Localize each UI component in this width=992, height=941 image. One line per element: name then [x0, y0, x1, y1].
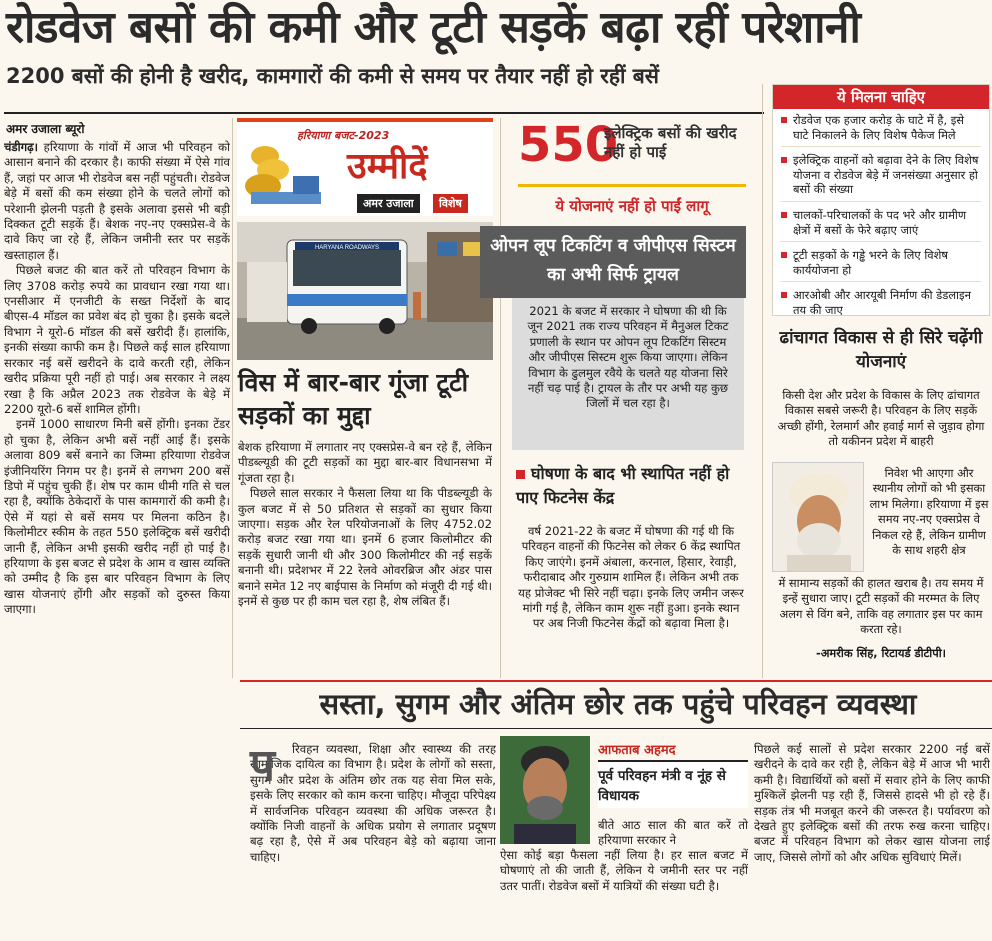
demands-header: ये मिलना चाहिए [773, 85, 989, 109]
budget-label: हरियाणा बजट-2023 [297, 129, 390, 142]
dateline: चंडीगढ़। [4, 140, 39, 154]
article-paragraph: पिछले साल सरकार ने फैसला लिया था कि पीडब्ल्यूडी के कुल बजट में से 50 प्रतिशत से सड़कों का सुधार किया जाएगा। सड़क और रेल परियोजनाओं के लिए 4752.02 करोड़ बजट रखा गया था। इनमें 6 हजार किलोमीटर की सड़कें सुधारी जानी थी और 300 किलोमीटर की नई सड़कें बनानी थी। प्रदेशभर में 22 रेलवे ओवरब्रिज और अंडर पास बनाने समेत 12 नए बाईपास के निर्माण को मंजूरी दी गई थी। इनमें से कुछ पर ही काम चल रहा है, शेष लंबित हैं। [238, 486, 492, 609]
fitness-text: वर्ष 2021-22 के बजट में घोषणा की गई थी कि परिवहन वाहनों की फिटनेस को लेकर 6 केंद्र स्थापित किए जाएंगे। इनमें अंबाला, करनाल, हिसार, रेवाड़ी, फरीदाबाद और गुरुग्राम शामिल हैं। लेकिन अभी तक यह प्रोजेक्ट भी सिरे नहीं चढ़ा। इनके लिए जमीन जरूर मांगी गई है, लेकिन काम शुरू नहीं हुआ। इनके स्थान पर अब निजी फिटनेस केंद्रों को बढ़ावा मिला है। [518, 524, 744, 631]
portrait-photo [500, 736, 590, 844]
article-paragraph: इनमें 1000 साधारण मिनी बसें होंगी। इनका टेंडर हो चुका है, लेकिन अभी बसें नहीं आई हैं। इसके अलावा 809 बसें बनाने का जिम्मा हरियाणा रोडवेज इंजीनियरिंग निगम पर है। इनमें से लगभग 200 बसें डिपो में पहुंच चुकी हैं। शेष पर काम धीमी गति से चल रहा है, क्योंकि ठेकेदारों के पास कामगारों की कमी है। ऐसे में यहां से बसें समय पर मिलना कठिन है। किलोमीटर स्कीम के तहत 550 इलेक्ट्रिक बसें खरीदी जानी हैं, लेकिन अभी इसकी खरीद नहीं हो पाई है। हरियाणा के इस बजट से प्रदेश के आम व खास व्यक्ति को उम्मीद है कि इस बार परिवहन विभाग के लिए खास योजनाएं होंगी और सड़कों को दुरुस्त किया जाएगा। [4, 417, 230, 617]
quote-attribution: -अमरीक सिंह, रिटायर्ड डीटीपी। [816, 646, 946, 660]
bullet-square-icon [516, 470, 525, 479]
opinion-column-1: रिवहन व्यवस्था, शिक्षा और स्वास्थ्य की तरह सामाजिक दायित्व का विभाग है। प्रदेश के लोगों को सस्ता, सुगम और प्रदेश के अंतिम छोर तक यह सेवा मिल सके, इसके लिए सरकार को काम करना चाहिए। मौजूदा परिपेक्ष्य में सार्वजनिक परिवहन व्यवस्था की अधिक जरूरत है। क्योंकि निजी वाहनों के अधिक प्रयोग से लगातार प्रदूषण बढ़ रहा है, ऐसे में अब परिवहन बेड़े को बढ़ाया जाना चाहिए। [250, 742, 496, 864]
fitness-headline: घोषणा के बाद भी स्थापित नहीं हो पाए फिटनेस केंद्र [516, 464, 730, 507]
opinion-column-2: ऐसा कोई बड़ा फैसला नहीं लिया है। हर साल बजट में घोषणाएं तो की जाती हैं, लेकिन ये जमीनी स्तर पर नहीं उतर पातीं। रोडवेज बसों में यात्रियों की संख्या घटी है। [500, 848, 748, 893]
article-column-1 [4, 140, 230, 940]
dhancha-text: किसी देश और प्रदेश के विकास के लिए ढांचागत विकास सबसे जरूरी है। परिवहन के लिए सड़कें अच्छी होंगी, रेलमार्ग और हवाई मार्ग से जुड़ाव होगा तो यकीनन प्रदेश में बाहरी [777, 388, 985, 449]
openloop-headline: ओपन लूप टिकटिंग व जीपीएस सिस्टम का अभी सिर्फ ट्रायल [480, 226, 746, 298]
svg-text:HARYANA ROADWAYS: HARYANA ROADWAYS [314, 245, 380, 251]
dhancha-text: में सामान्य सड़कों की हालत खराब है। तय समय में इन्हें सुधारा जाए। टूटी सड़कों की मरम्मत के लिए अलग से विंग बने, ताकि वह लगातार इस पर काम करता रहे। [778, 576, 984, 637]
brand-label: अमर उजाला [357, 194, 420, 213]
author-name: आफताब अहमद [598, 743, 676, 758]
list-item: चालकों-परिचालकों के पद भरे और ग्रामीण क्षेत्रों में बसों के फेरे बढ़ाए जाएं [781, 208, 981, 242]
list-item: आरओबी और आरयूबी निर्माण की डेडलाइन तय की जाए [781, 288, 981, 321]
drop-cap: प [250, 740, 275, 791]
bottom-headline: सस्ता, सुगम और अंतिम छोर तक पहुंचे परिवहन व्यवस्था [319, 687, 917, 721]
author-role: पूर्व परिवहन मंत्री व नूंह से विधायक [598, 768, 726, 804]
opinion-column-3: पिछले कई सालों से प्रदेश सरकार 2200 नई बसें खरीदने के दावे कर रही है, लेकिन बेड़े में आज भी भारी कमी है। विद्यार्थियों को बसों में सवार होने के लिए काफी मुश्किलें झेलनी पड़ रही हैं, जिससे हादसे भी हो रहे हैं। सड़क तंत्र भी मजबूत करने की जरूरत है। पर्यावरण को देखते हुए इलेक्ट्रिक बसों की तरफ रुख करना चाहिए। बजट में परिवहन विभाग को लेकर खास योजना लाई जाए, जिससे लोगों को और अधिक सुविधाएं मिलें। [754, 742, 990, 864]
section-divider [240, 728, 992, 729]
special-tag: विशेष [433, 194, 468, 213]
list-item: इलेक्ट्रिक वाहनों को बढ़ावा देने के लिए विशेष योजना व रोडवेज बेड़े में जनसंख्या अनुसार हो बसों की संख्या [781, 153, 981, 202]
person-portrait-icon [500, 736, 590, 844]
section-divider [240, 680, 992, 682]
vis-headline: विस में बार-बार गूंजा टूटी सड़कों का मुद्दा [238, 368, 469, 430]
yellow-divider [518, 184, 746, 187]
demands-list [773, 109, 989, 322]
coins-icon [243, 136, 323, 206]
column-separator [232, 118, 233, 678]
list-item: रोडवेज एक हजार करोड़ के घाटे में है, इसे घाटे निकालने के लिए विशेष पैकेज मिले [781, 113, 981, 147]
ummid-title: उम्मीदें [347, 145, 428, 187]
article-paragraph: बेशक हरियाणा में लगातार नए एक्सप्रेस-वे बन रहे हैं, लेकिन पीडब्ल्यूडी की टूटी सड़कों का मुद्दा बार-बार विधानसभा में गूंजता रहा है। [238, 440, 492, 485]
column-separator [762, 84, 763, 678]
byline: अमर उजाला ब्यूरो [6, 122, 85, 136]
dhancha-headline: ढांचागत विकास से ही सिरे चढ़ेंगी योजनाएं [779, 328, 983, 372]
electric-bus-text: इलेक्ट्रिक बसों की खरीद नहीं हो पाई [604, 124, 737, 161]
bus-photo [237, 222, 493, 360]
list-item: टूटी सड़कों के गड्ढे भरने के लिए विशेष कार्ययोजना हो [781, 248, 981, 282]
main-headline: रोडवेज बसों की कमी और टूटी सड़कें बढ़ा रहीं परेशानी [6, 2, 861, 53]
person-portrait-icon [773, 463, 864, 572]
openloop-text-box: 2021 के बजट में सरकार ने घोषणा की थी कि जून 2021 तक राज्य परिवहन में मैनुअल टिकट प्रणाली के स्थान पर ओपन लूप टिकटिंग सिस्टम और जीपीएस सिस्टम शुरू किया जाएगा। लेकिन विभाग के ढुलमुल रवैये के चलते यह योजना सिरे नहीं चढ़ पाई है। ट्रायल के तौर पर अभी यह कुछ जिलों में चल रहा है। [512, 298, 744, 450]
demands-box [772, 84, 990, 316]
bus-illustration [237, 222, 493, 360]
sub-headline: 2200 बसों की होनी है खरीद, कामगारों की कमी से समय पर तैयार नहीं हो रहीं बसें [6, 64, 659, 88]
article-paragraph: पिछले बजट की बात करें तो परिवहन विभाग के लिए 3708 करोड़ रुपये का प्रावधान रखा गया था। एनसीआर में एनजीटी के सख्त निर्देशों के बाद बीएस-4 मॉडल का प्रवेश बंद हो चुका है। इसके बदले विभाग ने यूरो-6 मॉडल की बसें खरीदी हैं। हालांकि, इनकी संख्या काफी कम है। पिछले कई साल हरियाणा सरकार नई बसें खरीदने के दावे करती रही, लेकिन खरीद प्रक्रिया पूरी नहीं हो पाई। अब सरकार ने लक्ष्य रखा है कि अप्रैल 2023 तक रोडवेज के बेड़े में 2200 यूरो-6 बसें शामिल होंगी। [4, 263, 230, 416]
dhancha-text: निवेश भी आएगा और स्थानीय लोगों को भी इसका लाभ मिलेगा। हरियाणा में इस समय नए-नए एक्सप्रेस वे निकल रहे हैं, लेकिन ग्रामीण के साथ शहरी क्षेत्र [869, 466, 989, 558]
yojana-subhead: ये योजनाएं नहीं हो पाईं लागू [555, 197, 709, 215]
portrait-photo [772, 462, 864, 572]
opinion-column-2-top: बीते आठ साल की बात करें तो हरियाणा सरकार ने [598, 818, 748, 848]
headline-divider [4, 112, 764, 114]
ummid-logo-banner [237, 118, 493, 216]
column-separator [500, 118, 501, 678]
article-paragraph: चंडीगढ़। हरियाणा के गांवों में आज भी परिवहन को आसान बनाने की दरकार है। काफी संख्या में ऐसे गांव हैं, जहां पर आज भी रोडवेज बस नहीं पहुंचती। रोडवेज बेड़े में बसों की कम संख्या होने के चलते लोगों को परेशानी झेलनी पड़ती है इसके अलावा इससे भी बड़ी दिक्कत टूटी सड़कें हैं। बेशक नए-नए एक्सप्रेस-वे के दावे किए जा रहे हैं, लेकिन जमीनी स्तर पर सड़कें खस्ताहाल हैं। [4, 140, 230, 262]
article-column-2 [238, 440, 492, 680]
big-number: 550 [518, 117, 619, 173]
